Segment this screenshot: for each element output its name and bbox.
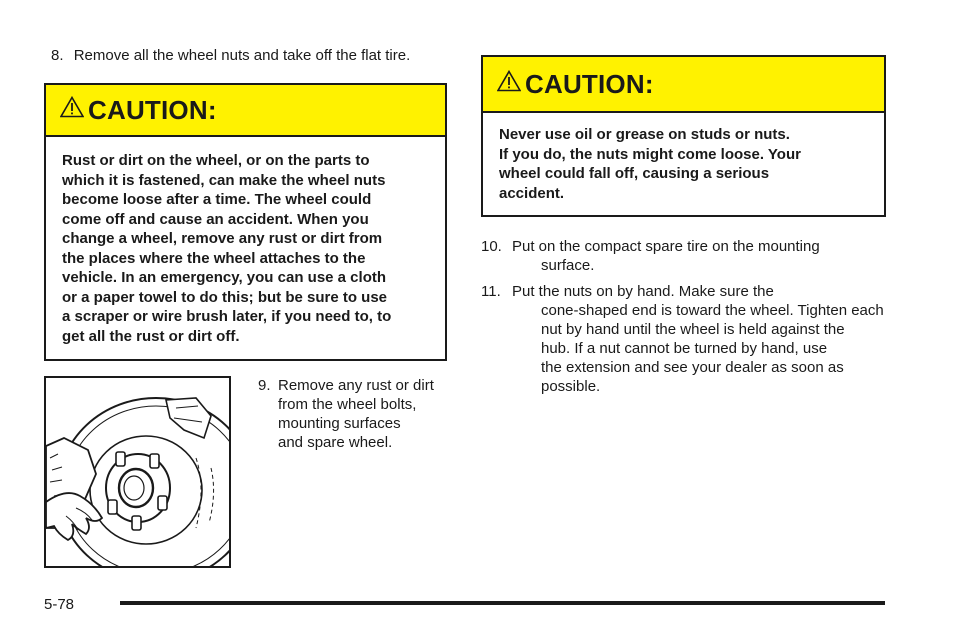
caution-title: CAUTION: <box>88 95 217 125</box>
caution-line: the places where the wheel attaches to the <box>62 249 366 267</box>
step-line: Remove any rust or dirt <box>278 377 434 394</box>
step-line: the extension and see your dealer as soon as <box>541 359 844 376</box>
caution-line: or a paper towel to do this; but be sure to use <box>62 288 388 306</box>
caution-line: accident. <box>499 184 565 202</box>
caution-box-left <box>44 83 447 361</box>
step-line: surface. <box>541 257 595 274</box>
step-line: hub. If a nut cannot be turned by hand, use <box>541 340 828 357</box>
step-8 <box>51 46 410 65</box>
step-11 <box>481 282 884 396</box>
caution-text <box>483 113 884 203</box>
step-line: nut by hand until the wheel is held against the <box>541 321 845 338</box>
caution-line: change a wheel, remove any rust or dirt from <box>62 230 383 247</box>
step-line: Put on the compact spare tire on the mounting <box>512 238 820 255</box>
step-text: Remove all the wheel nuts and take off the flat tire. <box>73 47 411 64</box>
footer-divider <box>120 601 885 605</box>
caution-line: which it is fastened, can make the wheel nuts <box>62 171 386 189</box>
warning-triangle-icon <box>60 96 84 118</box>
caution-line: come off and cause an accident. When you <box>62 210 369 228</box>
caution-header <box>483 57 884 113</box>
caution-title: CAUTION: <box>525 69 654 99</box>
page-number: 5-78 <box>44 596 75 613</box>
step-line: possible. <box>541 378 601 395</box>
caution-line: become loose after a time. The wheel could <box>62 191 372 208</box>
caution-line: vehicle. In an emergency, you can use a cloth <box>62 269 387 286</box>
caution-line: a scraper or wire brush later, if you need to, to <box>62 308 392 325</box>
caution-header <box>46 85 445 137</box>
step-number: 8. <box>51 47 64 64</box>
step-line: cone-shaped end is toward the wheel. Tighten each <box>541 302 884 319</box>
warning-triangle-icon <box>497 70 521 92</box>
step-number: 9. <box>258 377 271 394</box>
step-10 <box>481 237 820 275</box>
step-line: Put the nuts on by hand. Make sure the <box>512 283 774 300</box>
caution-line: get all the rust or dirt off. <box>62 327 240 345</box>
step-number: 11. <box>481 283 501 300</box>
step-line: and spare wheel. <box>278 434 393 451</box>
caution-text <box>46 137 445 346</box>
caution-box-right <box>481 55 886 217</box>
step-line: from the wheel bolts, <box>278 396 417 413</box>
wheel-hub-illustration <box>44 376 231 568</box>
step-line: mounting surfaces <box>278 415 401 432</box>
step-9 <box>258 376 434 452</box>
wheel-hub-cleaning-illustration <box>46 378 229 566</box>
step-number: 10. <box>481 238 502 255</box>
caution-line: wheel could fall off, causing a serious <box>499 165 770 182</box>
caution-line: Never use oil or grease on studs or nuts. <box>499 126 790 143</box>
caution-line: If you do, the nuts might come loose. Your <box>499 145 801 163</box>
caution-line: Rust or dirt on the wheel, or on the parts to <box>62 152 370 169</box>
